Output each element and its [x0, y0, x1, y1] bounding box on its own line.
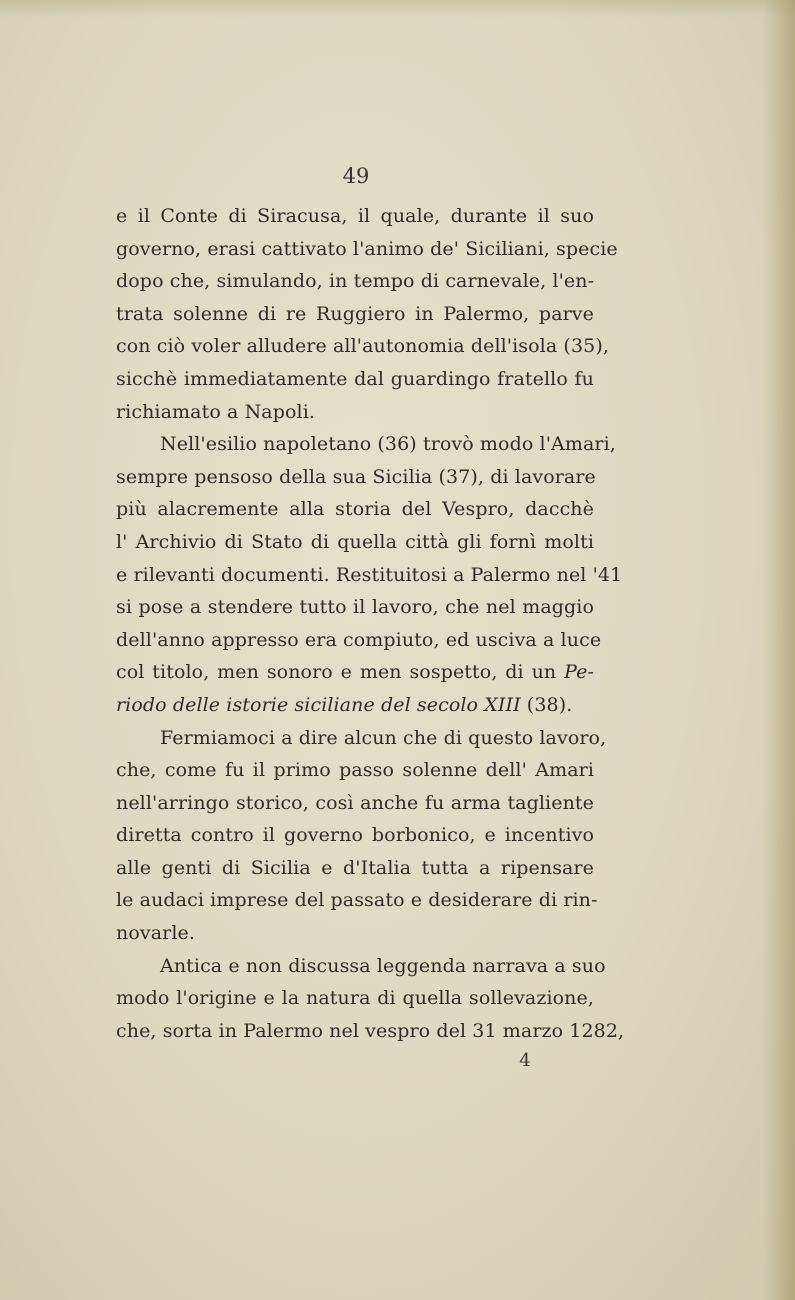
text-line: Fermiamoci a dire alcun che di questo lavoro,: [160, 726, 607, 749]
page-top-shadow: [0, 0, 795, 18]
text-line: e il Conte di Siracusa, il quale, durante il suo: [116, 205, 594, 227]
text-line: l' Archivio di Stato di quella città gli fornì molti: [116, 530, 594, 553]
text-line: richiamato a Napoli.: [116, 400, 316, 423]
page-edge-shadow: [763, 0, 795, 1300]
text-line: trata solenne di re Ruggiero in Palermo, parve: [116, 302, 594, 325]
italic-title-start: Pe-: [564, 661, 594, 684]
text-line: Antica e non discussa leggenda narrava a suo: [160, 954, 606, 977]
text-line: più alacremente alla storia del Vespro, dacchè: [116, 498, 594, 521]
body-text: [116, 200, 625, 1047]
signature-mark: 4: [519, 1050, 531, 1071]
text-line: le audaci imprese del passato e desiderare di rin-: [116, 889, 598, 912]
footnote-ref: (38).: [520, 693, 573, 716]
page-number: 49: [342, 164, 370, 188]
text-line: Nell'esilio napoletano (36) trovò modo l'Amari,: [160, 433, 616, 456]
text-line: sicchè immediatamente dal guardingo fratello fu: [116, 367, 594, 390]
text-line: nell'arringo storico, così anche fu arma tagliente: [116, 791, 594, 814]
text-line: che, come fu il primo passo solenne dell' Amari: [116, 759, 594, 782]
italic-title: riodo delle istorie siciliane del secolo XIII: [116, 693, 521, 716]
text-line: novarle.: [116, 922, 195, 945]
text-line: che, sorta in Palermo nel vespro del 31 marzo 1282,: [116, 1019, 625, 1042]
text-line-with-italic: [116, 656, 594, 689]
text-line: diretta contro il governo borbonico, e incentivo: [116, 824, 594, 847]
text-line: sempre pensoso della sua Sicilia (37), di lavorare: [116, 465, 596, 488]
text-roman: col titolo, men sonoro e men sospetto, di un: [116, 661, 565, 684]
text-line: alle genti di Sicilia e d'Italia tutta a ripensare: [116, 856, 594, 879]
text-line: e rilevanti documenti. Restituitosi a Palermo nel '41: [116, 563, 623, 586]
text-line: si pose a stendere tutto il lavoro, che nel maggio: [116, 596, 594, 619]
text-line: dell'anno appresso era compiuto, ed usciva a luce: [116, 628, 602, 651]
text-line: governo, erasi cattivato l'animo de' Siciliani, specie: [116, 237, 618, 260]
text-line: modo l'origine e la natura di quella sollevazione,: [116, 987, 594, 1010]
text-line: dopo che, simulando, in tempo di carnevale, l'en-: [116, 270, 595, 293]
text-line: con ciò voler alludere all'autonomia dell'isola (35),: [116, 335, 609, 358]
text-line-italic-title: [116, 689, 594, 722]
